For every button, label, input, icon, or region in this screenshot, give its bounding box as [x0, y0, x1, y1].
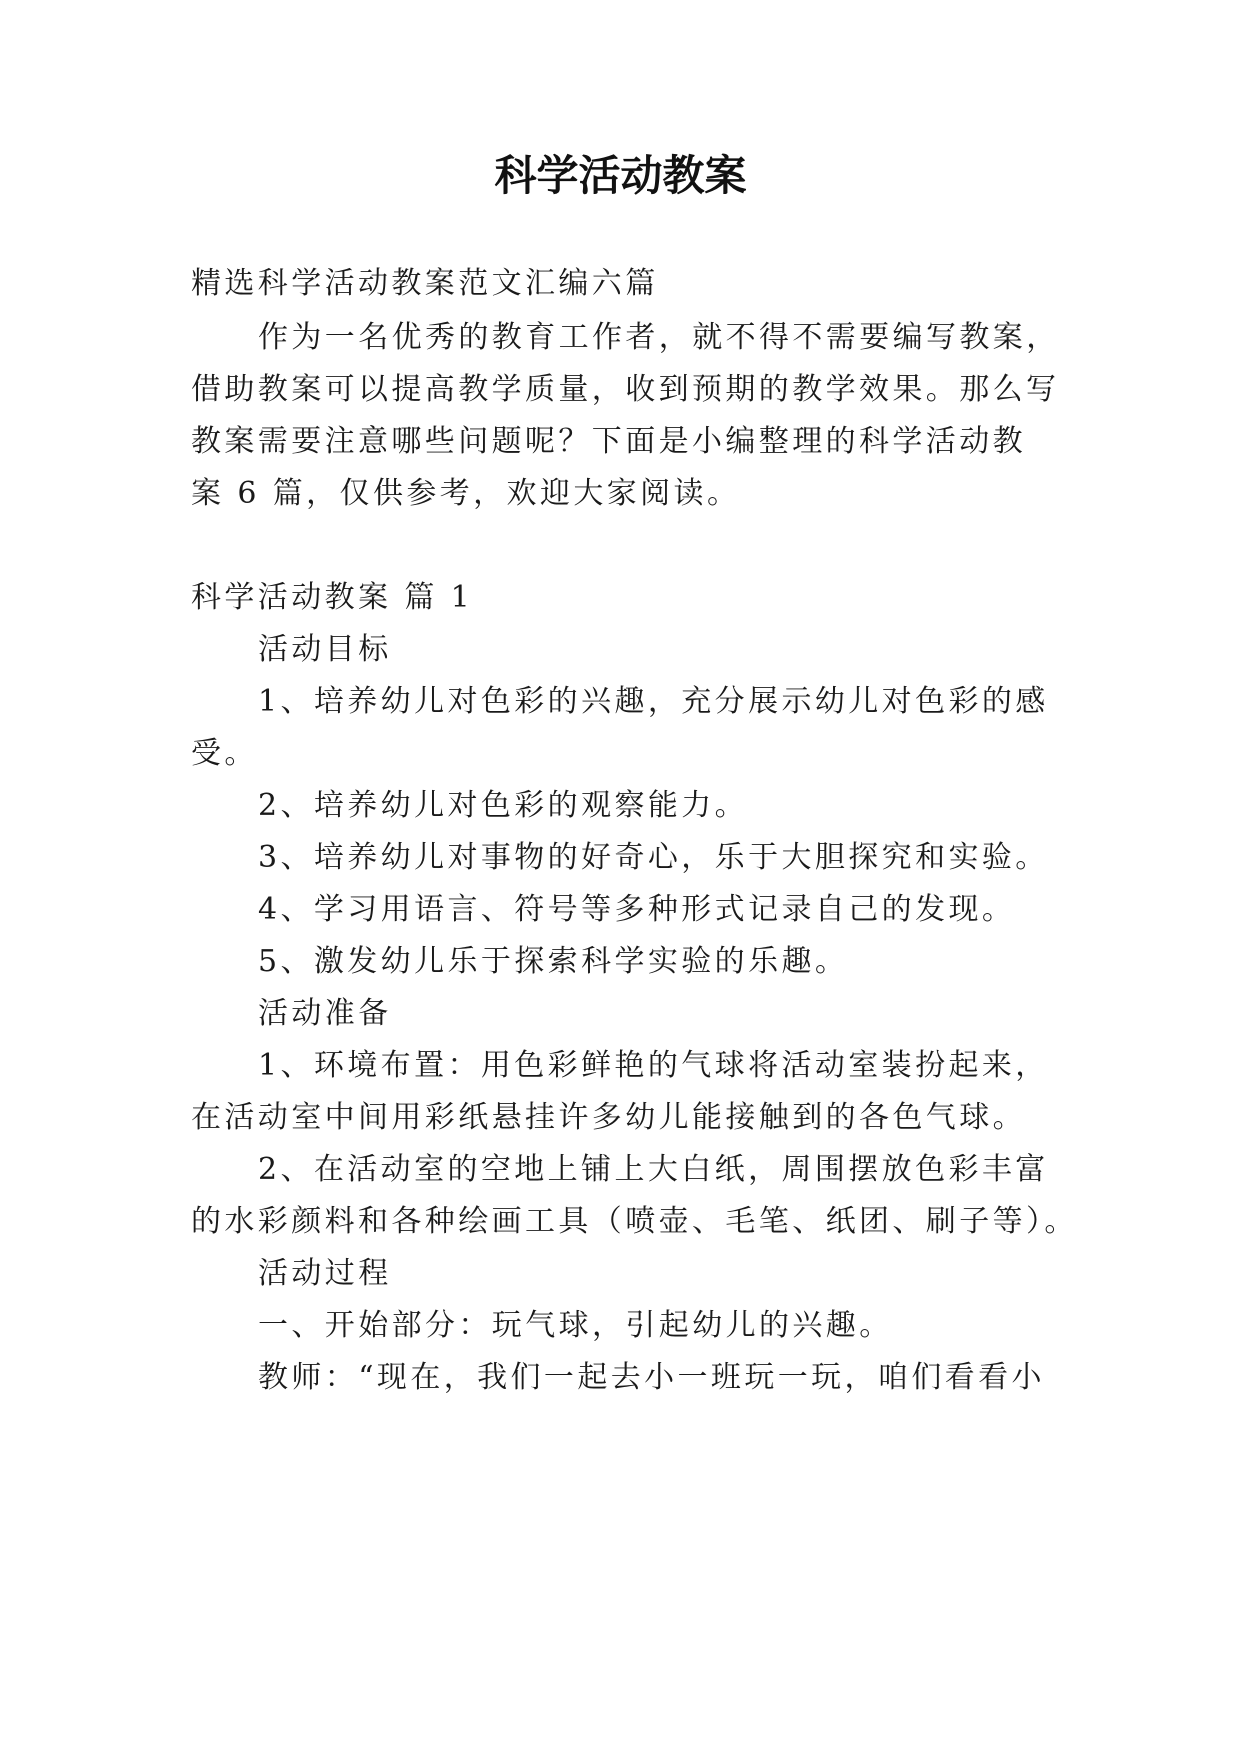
section-heading: 科学活动教案 篇 1	[191, 580, 474, 615]
intro-line: 案 6 篇，仅供参考，欢迎大家阅读。	[191, 476, 741, 511]
prep-heading: 活动准备	[258, 996, 392, 1031]
intro-line: 作为一名优秀的教育工作者，就不得不需要编写教案，	[258, 320, 1060, 355]
goal-item: 1、培养幼儿对色彩的兴趣，充分展示幼儿对色彩的感	[258, 684, 1049, 719]
prep-item: 在活动室中间用彩纸悬挂许多幼儿能接触到的各色气球。	[191, 1100, 1026, 1135]
goal-item: 5、激发幼儿乐于探索科学实验的乐趣。	[258, 944, 849, 979]
subtitle: 精选科学活动教案范文汇编六篇	[191, 266, 659, 301]
page-title: 科学活动教案	[494, 151, 747, 200]
prep-item: 的水彩颜料和各种绘画工具（喷壶、毛笔、纸团、刷子等）。	[191, 1204, 1078, 1239]
goal-item: 3、培养幼儿对事物的好奇心，乐于大胆探究和实验。	[258, 840, 1049, 875]
intro-line: 教案需要注意哪些问题呢？下面是小编整理的科学活动教	[191, 424, 1026, 459]
goal-item: 2、培养幼儿对色彩的观察能力。	[258, 788, 749, 823]
goal-item: 受。	[191, 736, 258, 771]
goals-heading: 活动目标	[258, 632, 392, 667]
goal-item: 4、学习用语言、符号等多种形式记录自己的发现。	[258, 892, 1016, 927]
process-item: 一、开始部分：玩气球，引起幼儿的兴趣。	[258, 1308, 893, 1343]
prep-item: 2、在活动室的空地上铺上大白纸，周围摆放色彩丰富	[258, 1152, 1049, 1187]
intro-line: 借助教案可以提高教学质量，收到预期的教学效果。那么写	[191, 372, 1060, 407]
prep-item: 1、环境布置：用色彩鲜艳的气球将活动室装扮起来，	[258, 1048, 1049, 1083]
process-heading: 活动过程	[258, 1256, 392, 1291]
process-item: 教师：“现在，我们一起去小一班玩一玩，咱们看看小	[258, 1360, 1045, 1395]
